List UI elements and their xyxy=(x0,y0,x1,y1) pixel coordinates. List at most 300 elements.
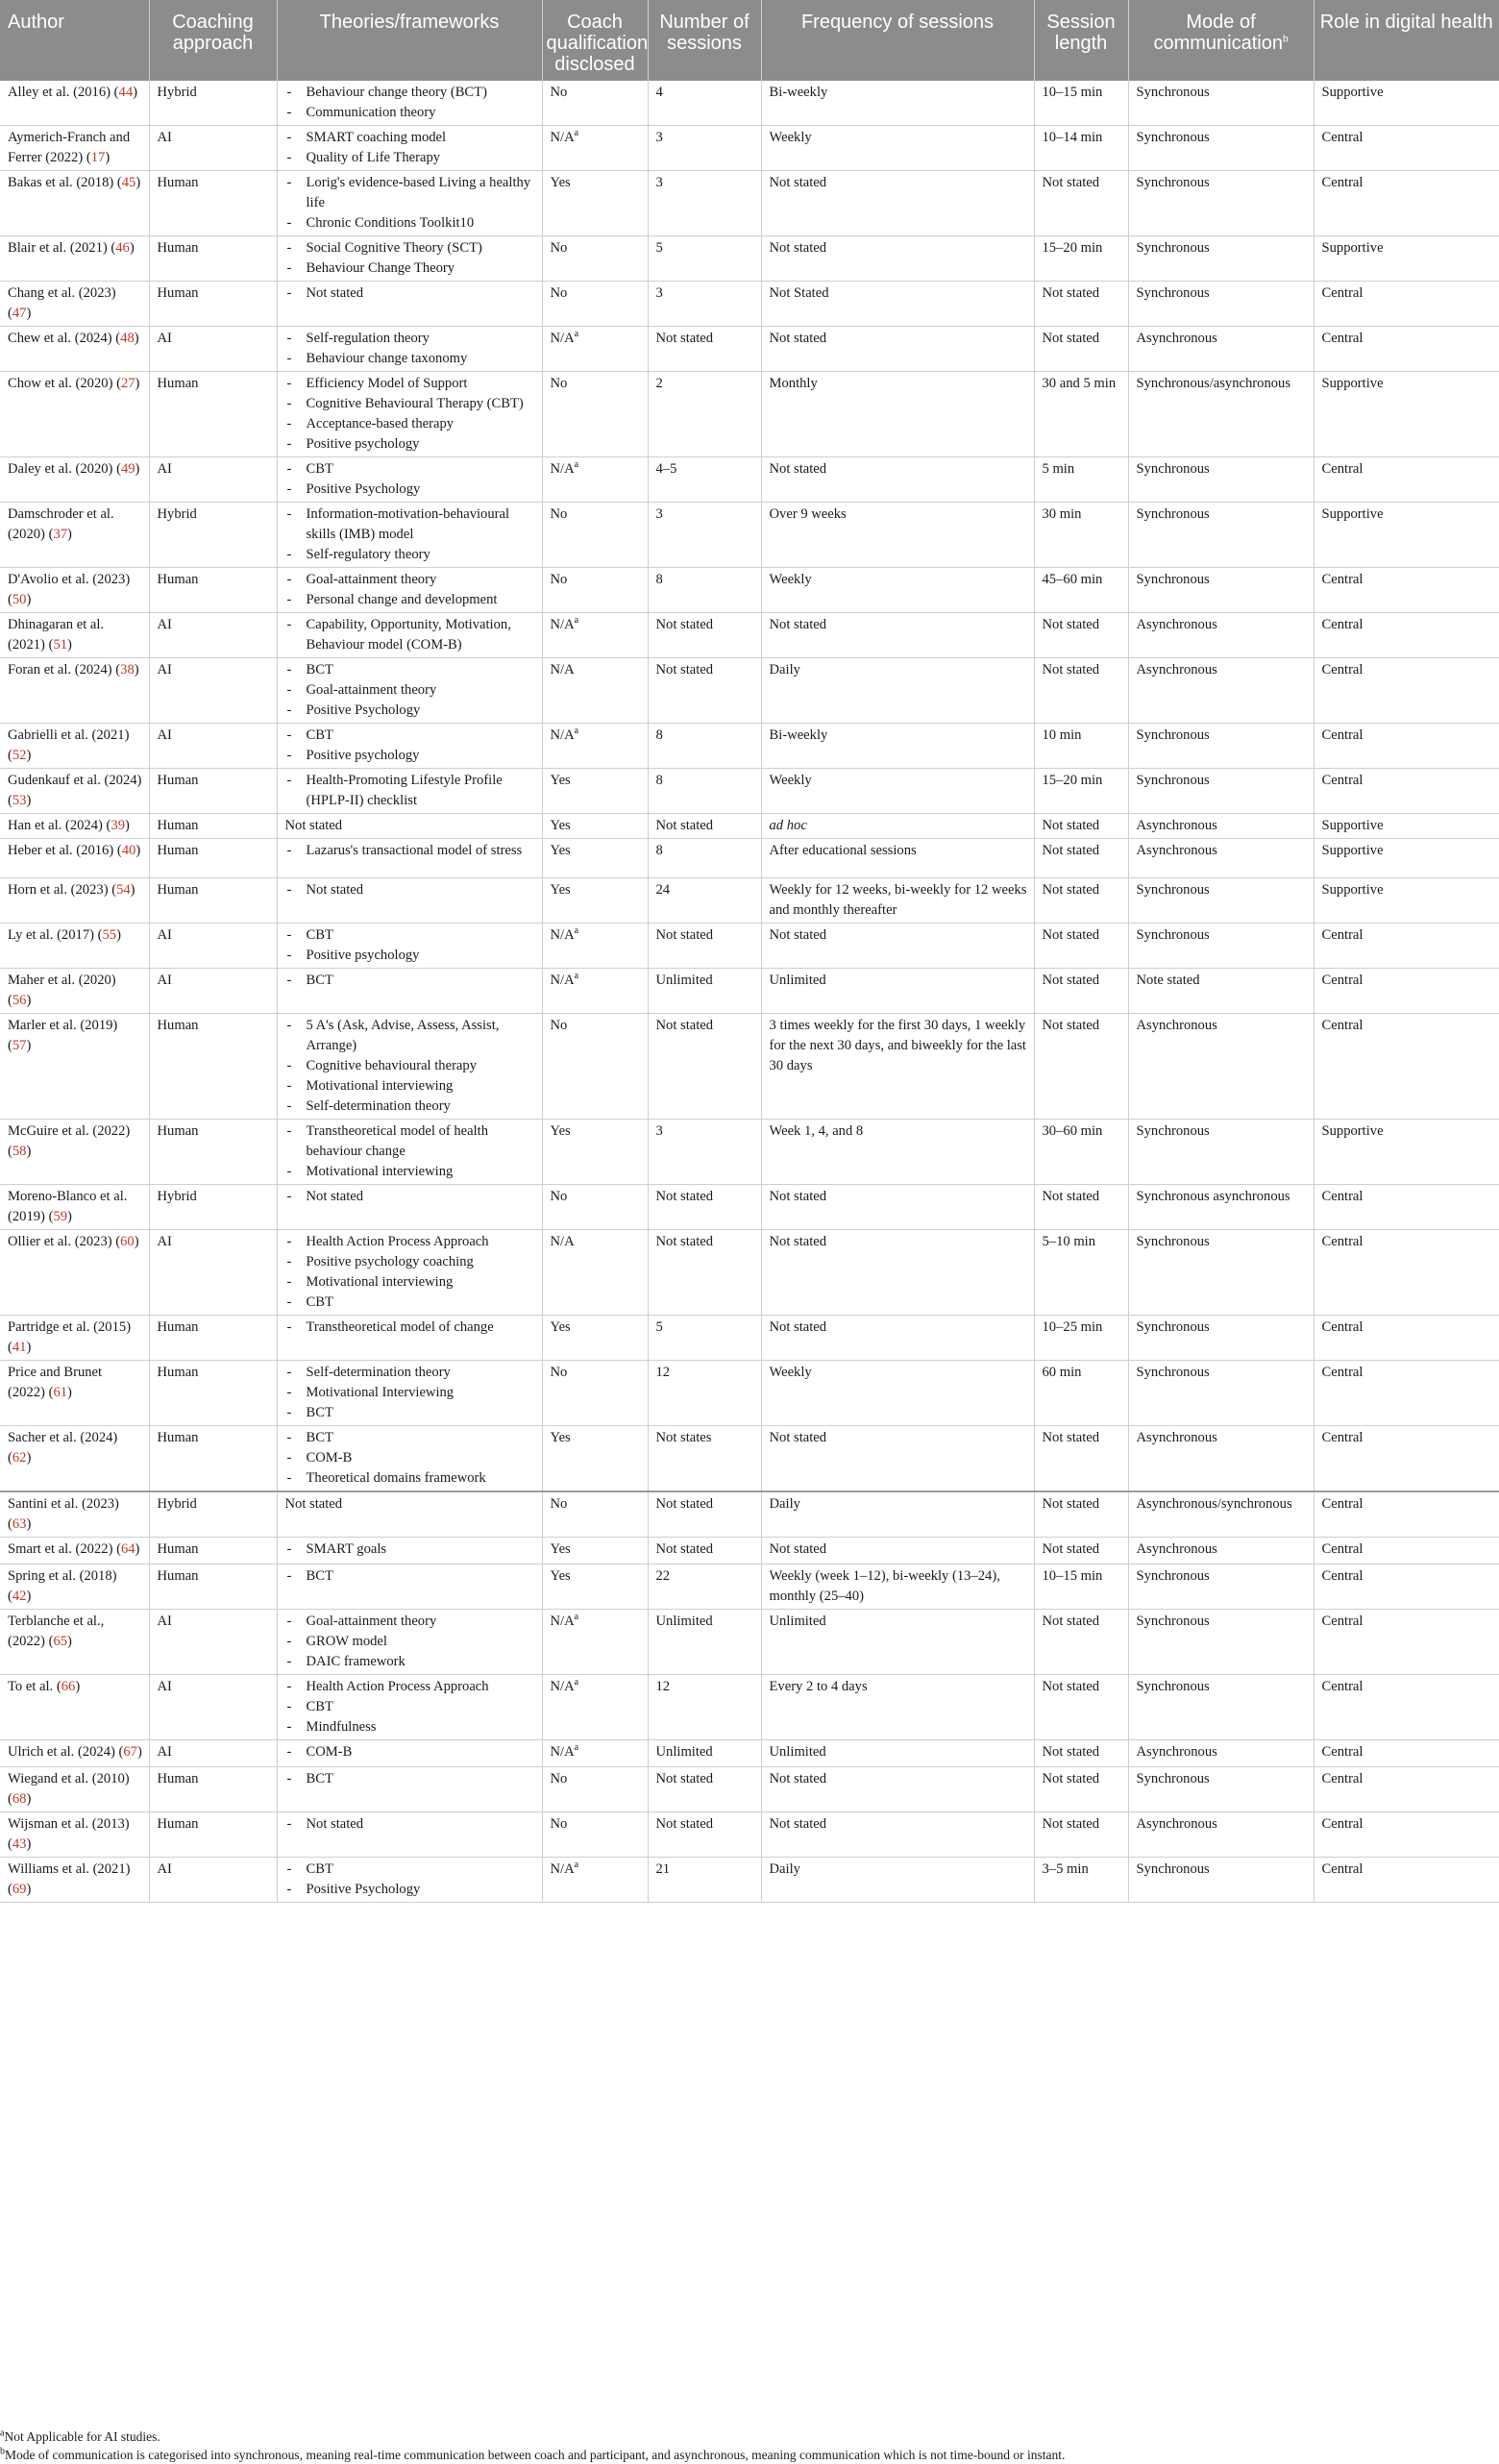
qualification-value: N/A xyxy=(550,461,575,477)
reference-link[interactable]: 49 xyxy=(120,461,135,477)
theories-list xyxy=(285,329,536,369)
theories-list xyxy=(285,1677,536,1737)
footnote-a-ref: a xyxy=(574,329,579,340)
theories-list xyxy=(285,841,536,861)
table-row xyxy=(0,503,1499,568)
theory-item: - CBT xyxy=(285,1293,536,1313)
cell-approach: Human xyxy=(149,1316,277,1361)
theory-item: - Lorig's evidence-based Living a healthy life xyxy=(285,173,536,213)
frequency-value: Not stated xyxy=(769,1234,827,1249)
cell-role: Central xyxy=(1314,1565,1499,1610)
cell-length: 45–60 min xyxy=(1034,568,1128,613)
reference-link[interactable]: 66 xyxy=(61,1679,76,1694)
cell-approach: AI xyxy=(149,1675,277,1740)
cell-author: Ulrich et al. (2024) (67) xyxy=(0,1740,149,1767)
frequency-value: Over 9 weeks xyxy=(769,506,847,522)
cell-qualification xyxy=(542,81,648,126)
cell-role: Supportive xyxy=(1314,814,1499,839)
table-row xyxy=(0,1538,1499,1565)
theories-list xyxy=(285,1428,536,1489)
cell-role: Supportive xyxy=(1314,236,1499,282)
reference-link[interactable]: 51 xyxy=(53,637,68,653)
cell-sessions: 2 xyxy=(648,372,761,457)
reference-link[interactable]: 39 xyxy=(111,818,125,833)
theories-list xyxy=(285,238,536,279)
author-name: McGuire et al. (2022) xyxy=(8,1123,131,1139)
header-role: Role in digital health xyxy=(1314,0,1499,81)
cell-sessions: Not stated xyxy=(648,1812,761,1858)
qualification-value: Yes xyxy=(550,1430,571,1445)
cell-length: Not stated xyxy=(1034,1767,1128,1812)
reference-link[interactable]: 42 xyxy=(12,1589,27,1604)
cell-approach: AI xyxy=(149,924,277,969)
theories-list xyxy=(285,1187,536,1207)
reference-link[interactable]: 58 xyxy=(12,1144,27,1159)
reference-link[interactable]: 62 xyxy=(12,1450,27,1466)
cell-qualification xyxy=(542,1185,648,1230)
cell-qualification xyxy=(542,1120,648,1185)
cell-qualification xyxy=(542,1610,648,1675)
cell-role: Central xyxy=(1314,1014,1499,1120)
theory-item: - Positive psychology coaching xyxy=(285,1252,536,1272)
reference-link[interactable]: 68 xyxy=(12,1791,27,1807)
cell-mode: Asynchronous xyxy=(1128,839,1314,878)
author-name: Dhinagaran et al. (2021) xyxy=(8,617,105,653)
reference-link[interactable]: 37 xyxy=(53,527,68,542)
cell-theories xyxy=(277,969,542,1014)
cell-mode: Synchronous xyxy=(1128,282,1314,327)
cell-theories xyxy=(277,1316,542,1361)
footnote-a-ref: a xyxy=(574,128,579,139)
author-name: Wiegand et al. (2010) xyxy=(8,1771,130,1786)
theory-item: - Communication theory xyxy=(285,103,536,123)
cell-length: 15–20 min xyxy=(1034,236,1128,282)
reference-link[interactable]: 45 xyxy=(121,175,136,190)
frequency-value: Weekly (week 1–12), bi-weekly (13–24), monthly (25–40) xyxy=(769,1568,1000,1604)
cell-approach: Human xyxy=(149,236,277,282)
cell-role: Central xyxy=(1314,1316,1499,1361)
cell-sessions: 12 xyxy=(648,1361,761,1426)
cell-frequency xyxy=(761,1812,1034,1858)
table-row xyxy=(0,658,1499,724)
cell-sessions: Not stated xyxy=(648,658,761,724)
cell-theories xyxy=(277,1858,542,1903)
theory-item: - Motivational interviewing xyxy=(285,1076,536,1096)
author-name: Ulrich et al. (2024) xyxy=(8,1744,115,1760)
author-name: Gudenkauf et al. (2024) xyxy=(8,773,142,788)
cell-mode: Synchronous xyxy=(1128,81,1314,126)
cell-theories xyxy=(277,878,542,924)
cell-qualification xyxy=(542,839,648,878)
reference-link[interactable]: 38 xyxy=(120,662,135,678)
theory-item: - Positive psychology xyxy=(285,434,536,455)
theories-list xyxy=(285,1121,536,1182)
theory-item: - Behaviour Change Theory xyxy=(285,259,536,279)
cell-frequency xyxy=(761,171,1034,236)
cell-frequency xyxy=(761,81,1034,126)
cell-qualification xyxy=(542,878,648,924)
reference-link[interactable]: 52 xyxy=(12,748,27,763)
cell-length: 30 and 5 min xyxy=(1034,372,1128,457)
qualification-value: No xyxy=(550,1365,568,1380)
reference-link[interactable]: 17 xyxy=(90,150,106,165)
header-mode xyxy=(1128,0,1314,81)
cell-author: Blair et al. (2021) (46) xyxy=(0,236,149,282)
footnote-b-text: Mode of communication is categorised into synchronous, meaning real-time communication between coach and participant, and asynchronous, meaning communication which is not time-bound or instant. xyxy=(5,2448,1066,2462)
cell-qualification xyxy=(542,613,648,658)
reference-link[interactable]: 65 xyxy=(53,1634,68,1649)
cell-mode: Synchronous xyxy=(1128,457,1314,503)
table-row xyxy=(0,769,1499,814)
theories-list xyxy=(285,570,536,610)
qualification-value: No xyxy=(550,1816,568,1832)
table-row xyxy=(0,327,1499,372)
theory-item: - 5 A's (Ask, Advise, Assess, Assist, Arrange) xyxy=(285,1016,536,1056)
cell-length: Not stated xyxy=(1034,1014,1128,1120)
cell-mode: Synchronous asynchronous xyxy=(1128,1185,1314,1230)
qualification-value: N/A xyxy=(550,973,575,988)
qualification-value: N/A xyxy=(550,617,575,632)
cell-frequency xyxy=(761,839,1034,878)
cell-sessions: Not stated xyxy=(648,1230,761,1316)
theory-item: - Self-regulatory theory xyxy=(285,545,536,565)
cell-sessions: Not stated xyxy=(648,1491,761,1538)
cell-frequency xyxy=(761,503,1034,568)
cell-approach: AI xyxy=(149,327,277,372)
cell-length: 60 min xyxy=(1034,1361,1128,1426)
cell-approach: Human xyxy=(149,1565,277,1610)
cell-frequency xyxy=(761,1426,1034,1492)
qualification-value: N/A xyxy=(550,1234,575,1249)
table-row xyxy=(0,814,1499,839)
cell-qualification xyxy=(542,282,648,327)
theories-list xyxy=(285,1612,536,1672)
theory-item: - Acceptance-based therapy xyxy=(285,414,536,434)
reference-link[interactable]: 43 xyxy=(12,1836,27,1852)
reference-link[interactable]: 61 xyxy=(53,1385,68,1400)
table-row xyxy=(0,372,1499,457)
cell-sessions: Not stated xyxy=(648,1014,761,1120)
cell-author: Chang et al. (2023) (47) xyxy=(0,282,149,327)
frequency-value: Not stated xyxy=(769,175,827,190)
cell-length: Not stated xyxy=(1034,1491,1128,1538)
theory-item: - Self-determination theory xyxy=(285,1363,536,1383)
author-name: Gabrielli et al. (2021) xyxy=(8,727,130,743)
cell-approach: Human xyxy=(149,839,277,878)
cell-qualification xyxy=(542,1675,648,1740)
cell-theories xyxy=(277,282,542,327)
reference-link[interactable]: 69 xyxy=(12,1882,27,1897)
table-row xyxy=(0,1565,1499,1610)
cell-approach: AI xyxy=(149,1858,277,1903)
reference-link[interactable]: 44 xyxy=(118,85,134,100)
theory-item: - Quality of Life Therapy xyxy=(285,148,536,168)
footnote-a-ref: a xyxy=(574,1612,579,1623)
table-row xyxy=(0,81,1499,126)
cell-theories xyxy=(277,171,542,236)
cell-mode: Synchronous xyxy=(1128,1767,1314,1812)
theory-item: - CBT xyxy=(285,726,536,746)
cell-approach: Human xyxy=(149,1538,277,1565)
cell-sessions: 12 xyxy=(648,1675,761,1740)
cell-approach: Human xyxy=(149,1426,277,1492)
cell-author: Horn et al. (2023) (54) xyxy=(0,878,149,924)
cell-role: Central xyxy=(1314,457,1499,503)
header-theories: Theories/frameworks xyxy=(277,0,542,81)
author-name: Blair et al. (2021) xyxy=(8,240,108,256)
cell-theories xyxy=(277,1120,542,1185)
cell-approach: Human xyxy=(149,171,277,236)
table-body xyxy=(0,81,1499,1903)
qualification-value: No xyxy=(550,1018,568,1033)
reference-link[interactable]: 54 xyxy=(116,882,131,898)
cell-theories xyxy=(277,658,542,724)
reference-link[interactable]: 53 xyxy=(12,793,27,808)
theory-item: - Goal-attainment theory xyxy=(285,570,536,590)
cell-author: Santini et al. (2023) (63) xyxy=(0,1491,149,1538)
theory-item: - Health-Promoting Lifestyle Profile (HPLP-II) checklist xyxy=(285,771,536,811)
theory-item: - Goal-attainment theory xyxy=(285,680,536,701)
cell-mode: Synchronous xyxy=(1128,1565,1314,1610)
reference-link[interactable]: 67 xyxy=(123,1744,137,1760)
cell-length: Not stated xyxy=(1034,282,1128,327)
cell-role: Central xyxy=(1314,658,1499,724)
cell-frequency xyxy=(761,1538,1034,1565)
cell-author: Heber et al. (2016) (40) xyxy=(0,839,149,878)
cell-approach: Hybrid xyxy=(149,1185,277,1230)
cell-mode: Asynchronous xyxy=(1128,1812,1314,1858)
frequency-value: Week 1, 4, and 8 xyxy=(769,1123,864,1139)
frequency-value: Weekly for 12 weeks, bi-weekly for 12 weeks and monthly thereafter xyxy=(769,882,1027,918)
theories-text: Not stated xyxy=(284,1496,343,1512)
reference-link[interactable]: 59 xyxy=(53,1209,68,1224)
cell-role: Central xyxy=(1314,126,1499,171)
reference-link[interactable]: 60 xyxy=(120,1234,135,1249)
cell-length: Not stated xyxy=(1034,924,1128,969)
footnote-a-mark: a xyxy=(0,2427,5,2439)
table-row xyxy=(0,613,1499,658)
cell-author: To et al. (66) xyxy=(0,1675,149,1740)
cell-sessions: 8 xyxy=(648,724,761,769)
cell-approach: Human xyxy=(149,878,277,924)
author-name: To et al. xyxy=(8,1679,54,1694)
reference-link[interactable]: 55 xyxy=(102,927,117,943)
cell-sessions: Not stated xyxy=(648,814,761,839)
cell-approach: AI xyxy=(149,457,277,503)
cell-frequency xyxy=(761,1316,1034,1361)
table-row xyxy=(0,236,1499,282)
theory-item: - Not stated xyxy=(285,283,536,304)
cell-author: Foran et al. (2024) (38) xyxy=(0,658,149,724)
qualification-value: Yes xyxy=(550,818,571,833)
header-qualification: Coach qualification disclosed xyxy=(542,0,648,81)
reference-link[interactable]: 63 xyxy=(12,1516,27,1532)
theory-item: - Transtheoretical model of change xyxy=(285,1318,536,1338)
cell-author: Han et al. (2024) (39) xyxy=(0,814,149,839)
cell-sessions: Not states xyxy=(648,1426,761,1492)
footnote-a-ref: a xyxy=(574,459,579,471)
cell-frequency xyxy=(761,1014,1034,1120)
cell-frequency xyxy=(761,1491,1034,1538)
cell-approach: Human xyxy=(149,568,277,613)
theories-list xyxy=(285,1363,536,1423)
cell-length: Not stated xyxy=(1034,1740,1128,1767)
table-row xyxy=(0,724,1499,769)
theory-item: - BCT xyxy=(285,660,536,680)
reference-link[interactable]: 41 xyxy=(12,1340,27,1355)
frequency-value: Not stated xyxy=(769,461,827,477)
author-name: Williams et al. (2021) xyxy=(8,1861,131,1877)
qualification-value: No xyxy=(550,240,568,256)
cell-role: Central xyxy=(1314,1740,1499,1767)
header-sessions: Number of sessions xyxy=(648,0,761,81)
cell-author: Wijsman et al. (2013) (43) xyxy=(0,1812,149,1858)
cell-role: Central xyxy=(1314,1610,1499,1675)
cell-author: Gabrielli et al. (2021) (52) xyxy=(0,724,149,769)
theories-list xyxy=(285,173,536,234)
cell-frequency xyxy=(761,814,1034,839)
frequency-value: Every 2 to 4 days xyxy=(769,1679,868,1694)
footnote-a-ref: a xyxy=(574,615,579,627)
cell-qualification xyxy=(542,924,648,969)
cell-role: Central xyxy=(1314,1185,1499,1230)
cell-mode: Synchronous xyxy=(1128,171,1314,236)
author-name: Chew et al. (2024) xyxy=(8,331,112,346)
table-row xyxy=(0,1767,1499,1812)
cell-qualification xyxy=(542,1565,648,1610)
theory-item: - BCT xyxy=(285,971,536,991)
table-row xyxy=(0,171,1499,236)
cell-role: Supportive xyxy=(1314,372,1499,457)
cell-role: Central xyxy=(1314,1491,1499,1538)
cell-mode: Synchronous xyxy=(1128,1316,1314,1361)
theory-item: - Positive Psychology xyxy=(285,1880,536,1900)
qualification-value: Yes xyxy=(550,1123,571,1139)
cell-theories xyxy=(277,1426,542,1492)
reference-link[interactable]: 50 xyxy=(12,592,27,607)
theories-list xyxy=(285,771,536,811)
cell-sessions: 3 xyxy=(648,1120,761,1185)
cell-theories xyxy=(277,1185,542,1230)
cell-frequency xyxy=(761,1185,1034,1230)
cell-role: Central xyxy=(1314,171,1499,236)
cell-author: Williams et al. (2021) (69) xyxy=(0,1858,149,1903)
cell-mode: Synchronous xyxy=(1128,769,1314,814)
theories-list xyxy=(285,128,536,168)
reference-link[interactable]: 57 xyxy=(12,1038,27,1053)
frequency-value: Not stated xyxy=(769,1541,827,1557)
cell-theories xyxy=(277,839,542,878)
table-row xyxy=(0,1740,1499,1767)
qualification-value: N/A xyxy=(550,1744,575,1760)
cell-frequency xyxy=(761,126,1034,171)
reference-link[interactable]: 64 xyxy=(120,1541,135,1557)
author-name: Maher et al. (2020) xyxy=(8,973,116,988)
frequency-value: Not stated xyxy=(769,1430,827,1445)
theories-list xyxy=(285,1540,536,1560)
cell-length: Not stated xyxy=(1034,658,1128,724)
cell-mode: Synchronous xyxy=(1128,1230,1314,1316)
cell-theories xyxy=(277,1812,542,1858)
reference-link[interactable]: 27 xyxy=(120,376,135,391)
cell-theories xyxy=(277,81,542,126)
cell-frequency xyxy=(761,1120,1034,1185)
author-name: Wijsman et al. (2013) xyxy=(8,1816,130,1832)
theory-item: - Theoretical domains framework xyxy=(285,1468,536,1489)
qualification-value: Yes xyxy=(550,1541,571,1557)
reference-link[interactable]: 46 xyxy=(115,240,130,256)
theories-list xyxy=(285,615,536,655)
cell-role: Supportive xyxy=(1314,1120,1499,1185)
reference-link[interactable]: 40 xyxy=(121,843,136,858)
theory-item: - Health Action Process Approach xyxy=(285,1677,536,1697)
cell-theories xyxy=(277,1538,542,1565)
theory-item: - Transtheoretical model of health behaviour change xyxy=(285,1121,536,1162)
table-row xyxy=(0,878,1499,924)
cell-role: Central xyxy=(1314,1361,1499,1426)
cell-frequency xyxy=(761,724,1034,769)
author-name: D'Avolio et al. (2023) xyxy=(8,572,131,587)
reference-link[interactable]: 47 xyxy=(12,306,27,321)
theory-item: - Chronic Conditions Toolkit10 xyxy=(285,213,536,234)
cell-approach: Human xyxy=(149,282,277,327)
cell-theories xyxy=(277,1361,542,1426)
cell-role: Supportive xyxy=(1314,878,1499,924)
cell-length: 10–25 min xyxy=(1034,1316,1128,1361)
cell-length: Not stated xyxy=(1034,1426,1128,1492)
cell-qualification xyxy=(542,969,648,1014)
reference-link[interactable]: 56 xyxy=(12,993,27,1008)
theory-item: - Self-regulation theory xyxy=(285,329,536,349)
cell-qualification xyxy=(542,171,648,236)
frequency-value: After educational sessions xyxy=(769,843,917,858)
cell-length: Not stated xyxy=(1034,814,1128,839)
author-name: Foran et al. (2024) xyxy=(8,662,112,678)
cell-author: Sacher et al. (2024) (62) xyxy=(0,1426,149,1492)
cell-qualification xyxy=(542,503,648,568)
cell-role: Supportive xyxy=(1314,503,1499,568)
reference-link[interactable]: 48 xyxy=(120,331,135,346)
cell-approach: Human xyxy=(149,1014,277,1120)
cell-qualification xyxy=(542,1316,648,1361)
cell-mode: Synchronous xyxy=(1128,1610,1314,1675)
cell-approach: Human xyxy=(149,1767,277,1812)
qualification-value: Yes xyxy=(550,1319,571,1335)
frequency-value: Daily xyxy=(769,1496,800,1512)
frequency-value: Not stated xyxy=(769,1319,827,1335)
cell-length: 10–15 min xyxy=(1034,1565,1128,1610)
frequency-value: Weekly xyxy=(769,1365,812,1380)
cell-role: Central xyxy=(1314,924,1499,969)
cell-length: 5–10 min xyxy=(1034,1230,1128,1316)
cell-mode: Note stated xyxy=(1128,969,1314,1014)
cell-sessions: Unlimited xyxy=(648,1740,761,1767)
theory-item: - Positive psychology xyxy=(285,746,536,766)
cell-sessions: 5 xyxy=(648,236,761,282)
qualification-value: No xyxy=(550,572,568,587)
theory-item: - Not stated xyxy=(285,1814,536,1835)
frequency-value: Monthly xyxy=(769,376,818,391)
frequency-value: Weekly xyxy=(769,130,812,145)
frequency-value: 3 times weekly for the first 30 days, 1 weekly for the next 30 days, and biweekly for the last 30 days xyxy=(769,1018,1026,1073)
cell-sessions: 3 xyxy=(648,503,761,568)
cell-theories xyxy=(277,1740,542,1767)
cell-sessions: 3 xyxy=(648,171,761,236)
cell-length: Not stated xyxy=(1034,1610,1128,1675)
cell-approach: Hybrid xyxy=(149,1491,277,1538)
cell-length: 30 min xyxy=(1034,503,1128,568)
cell-sessions: Unlimited xyxy=(648,969,761,1014)
